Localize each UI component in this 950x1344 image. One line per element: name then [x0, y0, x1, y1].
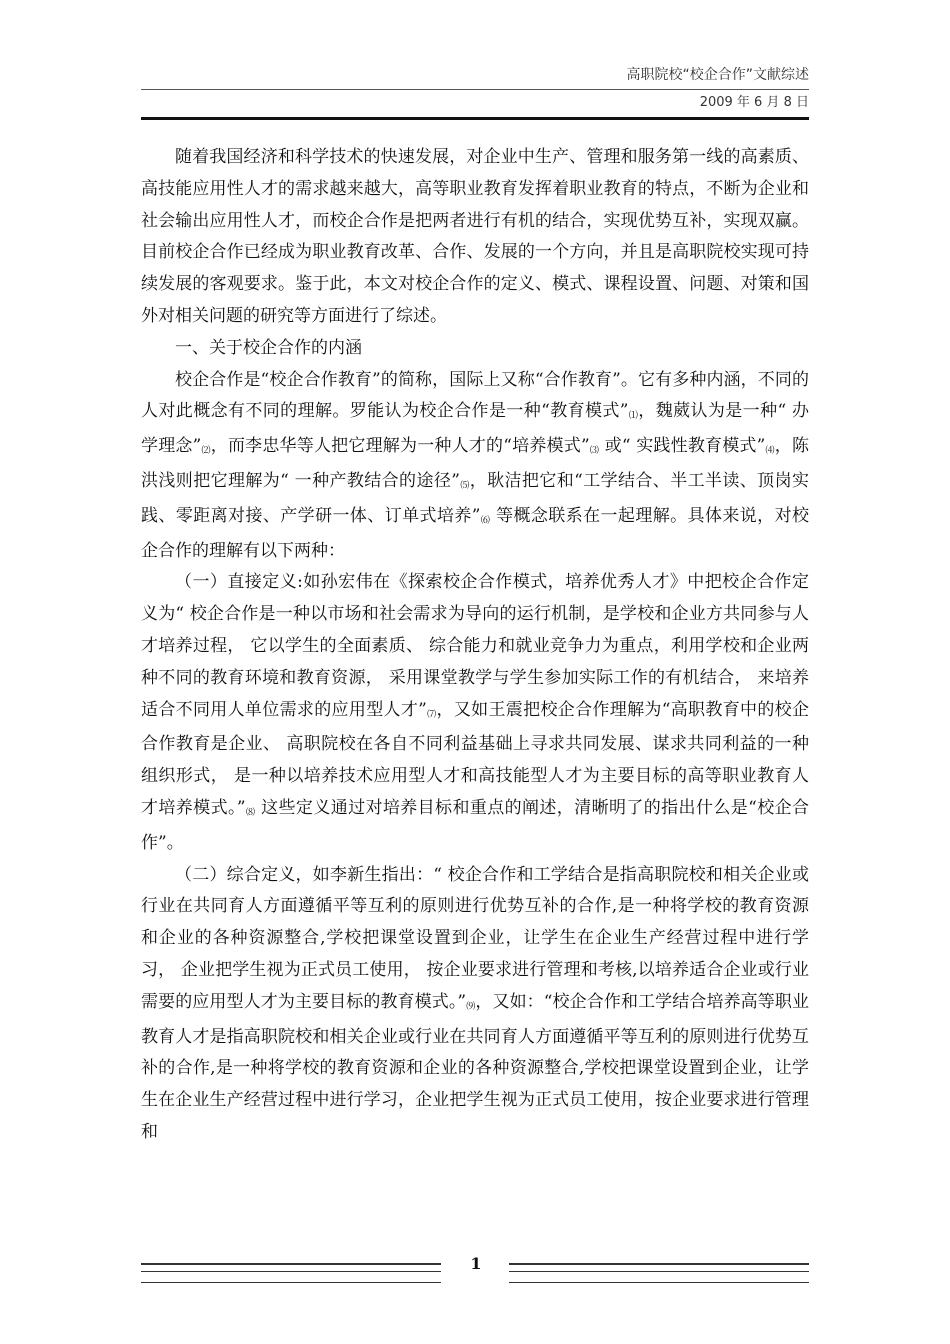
paragraph-intro	[141, 142, 809, 333]
citation-marker: ⑻	[245, 807, 256, 818]
section-heading	[141, 333, 809, 365]
paragraph-text: ，耿洁把它和“工学结合、半工半读、顶岗实践、零距离对接、产学研一体、订单式培养”	[141, 470, 809, 526]
header-thick-rule	[141, 117, 809, 120]
footer-rule-right	[509, 1263, 809, 1272]
citation-marker: ⑵	[201, 446, 211, 457]
paragraph-text: ，而李忠华等人把它理解为一种人才的“培养模式”	[210, 436, 590, 457]
citation-marker: ⑴	[628, 411, 639, 422]
paragraph-text: 这些定义通过对培养目标和重点的阐述，清晰明了的指出什么是“校企合作”。	[141, 797, 809, 853]
paragraph-text: 或“ 实践性教育模式”	[599, 436, 766, 457]
footer-rule-left-lower	[141, 1282, 441, 1283]
citation-marker: ⑸	[459, 480, 470, 491]
paragraph-text: 等概念联系在一起理解。具体来说，对校企合作的理解有以下两种：	[141, 505, 809, 561]
header-title: 高职院校“校企合作”文献综述	[626, 67, 809, 83]
page-footer	[141, 1252, 809, 1292]
paragraph-text: 校企合作是“校企合作教育”的简称，国际上又称“合作教育”。它有多种内涵，不同的人对此概念有不同的理解。罗能认为校企合作是一种“教育模式”	[141, 369, 809, 422]
citation-marker: ⑶	[589, 446, 600, 457]
footer-rule-right-lower	[509, 1282, 809, 1283]
header-rule	[141, 89, 809, 90]
paragraph-connotation	[141, 365, 809, 568]
paragraph-text: ，陈洪浅则把它理解为“ 一种产教结合的途径”	[141, 436, 809, 491]
page-header	[141, 64, 809, 120]
document-body	[141, 142, 809, 1149]
page-number: 1	[470, 1254, 482, 1273]
citation-marker: ⑺	[426, 709, 437, 720]
paragraph-text: ，魏葳认为是一种“ 办学理念”	[141, 401, 809, 457]
paragraph-text: （二）综合定义，如李新生指出：“ 校企合作和工学结合是指高职院校和相关企业或行业在共同育人方面遵循平等互利的原则进行优势互补的合作,是一种将学校的教育资源和企业的各种资源整合,学校把课堂设置到企业，让学生在企业生产经营过程中进行学习， 企业把学生视为正式员工使用， 按企业要求进行管理和考核,以培养适合企业或行业需要的应用型人才为主要目标的教育模式。”	[141, 864, 809, 1012]
footer-rule-left	[141, 1263, 441, 1272]
citation-marker: ⑼	[466, 1001, 476, 1012]
paragraph-direct-definition	[141, 567, 809, 859]
header-date: 2009 年 6 月 8 日	[699, 95, 809, 110]
citation-marker: ⑹	[480, 515, 491, 526]
paragraph-text: 随着我国经济和科学技术的快速发展，对企业中生产、管理和服务第一线的高素质、高技能应用性人才的需求越来越大，高等职业教育发挥着职业教育的特点，不断为企业和社会输出应用性人才，而校企合作是把两者进行有机的结合，实现优势互补，实现双赢。目前校企合作已经成为职业教育改革、合作、发展的一个方向，并且是高职院校实现可持续发展的客观要求。鉴于此，本文对校企合作的定义、模式、课程设置、问题、对策和国外对相关问题的研究等方面进行了综述。	[141, 147, 809, 326]
paragraph-text: （一）直接定义:如孙宏伟在《探索校企合作模式，培养优秀人才》中把校企合作定义为“ 校企合作是一种以市场和社会需求为导向的运行机制，是学校和企业方共同参与人才培养过程， 它以学生的全面素质、 综合能力和就业竞争力为重点，利用学校和企业两种不同的教育环境和教育资源， 采用课堂教学与学生参加实际工作的有机结合， 来培养适合不同用人单位需求的应用型人才”	[141, 572, 809, 720]
section-heading-text: 一、关于校企合作的内涵	[175, 337, 362, 358]
paragraph-text: ，又如王震把校企合作理解为“高职教育中的校企合作教育是企业、 高职院校在各自不同利益基础上寻求共同发展、谋求共同利益的一种组织形式， 是一种以培养技术应用型人才和高技能型人才为主要目标的高等职业教育人才培养模式。”	[141, 699, 809, 818]
paragraph-text: ，又如：“校企合作和工学结合培养高等职业教育人才是指高职院校和相关企业或行业在共同育人方面遵循平等互利的原则进行优势互补的合作,是一种将学校的教育资源和企业的各种资源整合,学校把课堂设置到企业，让学生在企业生产经营过程中进行学习，企业把学生视为正式员工使用，按企业要求进行管理和	[141, 991, 809, 1142]
paragraph-comprehensive-definition	[141, 860, 809, 1149]
citation-marker: ⑷	[765, 446, 775, 457]
